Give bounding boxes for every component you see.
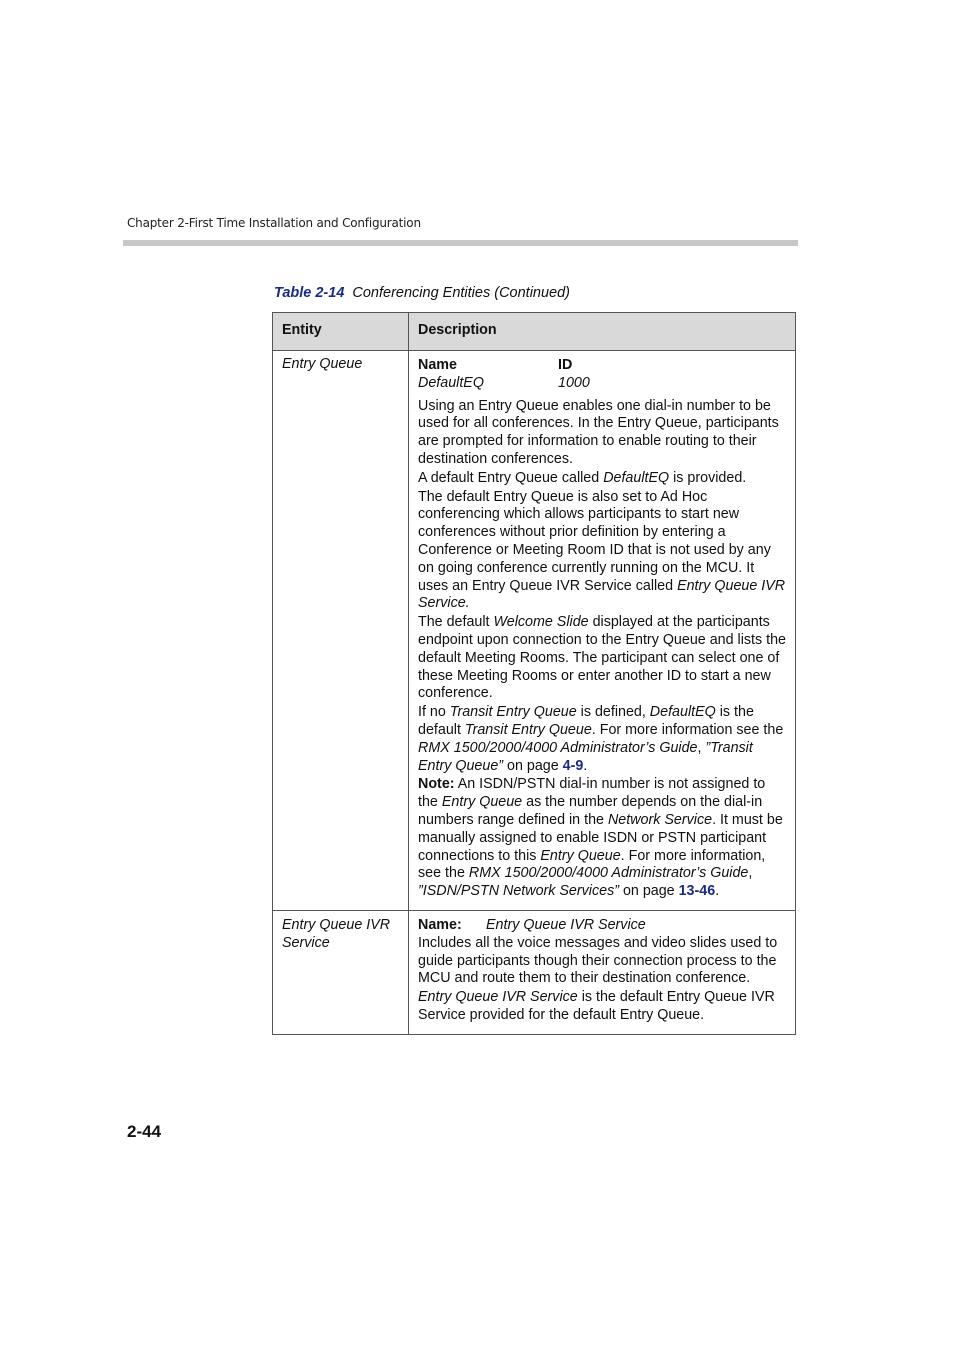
entity-cell: Entry Queue IVR Service bbox=[273, 910, 409, 1034]
column-header-description: Description bbox=[409, 313, 796, 351]
id-label: ID bbox=[558, 357, 573, 373]
note-paragraph: Note: An ISDN/PSTN dial-in number is not assigned to the Entry Queue as the number depends on the dial-in numbers range defined in the Network Service. It must be manually assigned to enable ISDN or PSTN participant connections to this Entry Queue. For more information, see the RMX 1500/2000/4000 Administrator’s Guide, ”ISDN/PSTN Network Services” on page 13-46. bbox=[418, 776, 783, 900]
description-cell bbox=[409, 351, 796, 911]
table-row bbox=[273, 351, 796, 911]
name-label: Name: bbox=[418, 916, 462, 933]
name-id-header bbox=[418, 357, 786, 375]
paragraph: The default Welcome Slide displayed at the participants endpoint upon connection to the Entry Queue and lists the default Meeting Rooms. The participant can select one of these Meeting Rooms or enter another ID to start a new conference. bbox=[418, 614, 787, 702]
table-title: Conferencing Entities (Continued) bbox=[352, 285, 571, 301]
page-link[interactable]: 4-9 bbox=[562, 757, 584, 774]
conferencing-entities-table bbox=[272, 312, 796, 1035]
paragraph: A default Entry Queue called DefaultEQ is provided. bbox=[418, 469, 747, 486]
paragraph: If no Transit Entry Queue is defined, DefaultEQ is the default Transit Entry Queue. For more information see the RMX 1500/2000/4000 Administrator’s Guide, ”Transit Entry Queue” on page 4-9. bbox=[418, 704, 784, 774]
name-value: DefaultEQ bbox=[418, 374, 484, 391]
page-link[interactable]: 13-46 bbox=[678, 883, 716, 900]
name-line bbox=[418, 917, 786, 935]
page-number: 2-44 bbox=[127, 1122, 162, 1141]
table-number: Table 2-14 bbox=[274, 285, 345, 301]
column-header-entity: Entity bbox=[273, 313, 409, 351]
table-caption bbox=[274, 285, 570, 301]
paragraph: The default Entry Queue is also set to Ad Hoc conferencing which allows participants to start new conferences without prior definition by entering a Conference or Meeting Room ID that is not used by any on going conference currently running on the MCU. It uses an Entry Queue IVR Service called Entry Queue IVR Service. bbox=[418, 488, 786, 612]
entity-cell: Entry Queue bbox=[273, 351, 409, 911]
name-id-values bbox=[418, 375, 786, 393]
name-label: Name bbox=[418, 357, 457, 373]
table-header-row bbox=[273, 313, 796, 351]
paragraph: Includes all the voice messages and video slides used to guide participants though their connection process to the MCU and route them to their destination conference. bbox=[418, 934, 778, 987]
id-value: 1000 bbox=[558, 374, 590, 391]
name-value: Entry Queue IVR Service bbox=[486, 916, 646, 933]
header-rule bbox=[123, 240, 798, 246]
table-row bbox=[273, 910, 796, 1034]
chapter-header: Chapter 2-First Time Installation and Configuration bbox=[127, 216, 421, 230]
paragraph: Using an Entry Queue enables one dial-in number to be used for all conferences. In the Entry Queue, participants are prompted for information to enable routing to their destination conferences. bbox=[418, 397, 779, 467]
paragraph: Entry Queue IVR Service is the default Entry Queue IVR Service provided for the default Entry Queue. bbox=[418, 989, 775, 1023]
description-cell bbox=[409, 910, 796, 1034]
